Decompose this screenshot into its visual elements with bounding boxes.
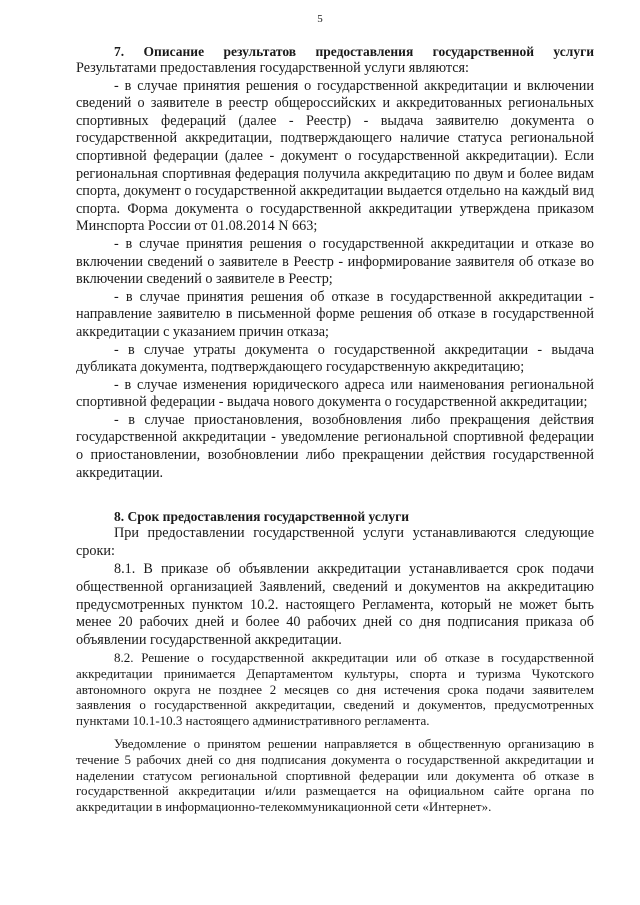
section-8 bbox=[76, 508, 594, 814]
section-7 bbox=[76, 43, 594, 482]
section-8-intro: При предоставлении государственной услуги устанавливаются следующие сроки: bbox=[76, 525, 594, 559]
section-7-item-1: - в случае принятия решения о государственной аккредитации и включении сведений о заявителе в реестр общероссийских и аккредитованных региональных спортивных федераций (далее - Реестр) - выдача заявителю документа о государственной аккредитации, подтверждающего наличие статуса региональной спортивной федерации (далее - документ о государственной аккредитации). Если региональная спортивная федерация получила аккредитацию по двум и более видам спорта, документ о государственной аккредитации выдается отдельно на каждый вид спорта. Форма документа о государственной аккредитации утверждена приказом Минспорта России от 01.08.2014 N 663; bbox=[76, 77, 594, 235]
section-8-notice: Уведомление о принятом решении направляется в общественную организацию в течение 5 рабочих дней со дня подписания документа о государственной аккредитации и наделении статусом региональной спортивной федерации или документа об отказе в государственной аккредитации и/или размещается на официальном сайте органа по аккредитации в информационно-телекоммуникационной сети «Интернет». bbox=[76, 736, 594, 814]
section-7-item-6: - в случае приостановления, возобновления либо прекращения действия государственной аккредитации - уведомление региональной спортивной федерации о приостановлении, возобновлении либо прекращении действия государственной аккредитации. bbox=[76, 411, 594, 481]
section-7-item-5: - в случае изменения юридического адреса или наименования региональной спортивной федерации - выдача нового документа о государственной аккредитации; bbox=[76, 376, 594, 411]
section-8-paragraph-8-2: 8.2. Решение о государственной аккредитации или об отказе в государственной аккредитации принимается Департаментом культуры, спорта и туризма Чукотского автономного округа не позднее 2 месяцев со дня истечения срока подачи заявителем заявления о государственной аккредитации, сведений и документов, предусмотренных пунктами 10.1-10.3 настоящего административного регламента. bbox=[76, 650, 594, 728]
page-number: 5 bbox=[317, 13, 323, 25]
section-7-heading: 7. Описание результатов предоставления государственной услуги bbox=[114, 44, 594, 59]
document-body bbox=[76, 43, 594, 814]
section-7-item-3: - в случае принятия решения об отказе в государственной аккредитации - направление заявителю в письменной форме решения об отказе в государственной аккредитации с указанием причин отказа; bbox=[76, 288, 594, 340]
section-7-intro: Результатами предоставления государственной услуги являются: bbox=[76, 60, 470, 76]
section-8-paragraph-8-1: 8.1. В приказе об объявлении аккредитации устанавливается срок подачи общественной организацией Заявлений, сведений и документов на аккредитацию предусмотренных пунктом 10.2. настоящего Регламента, который не может быть менее 20 рабочих дней и более 40 рабочих дней со дня подписания приказа об объявлении государственной аккредитации. bbox=[76, 561, 594, 648]
section-7-item-2: - в случае принятия решения о государственной аккредитации и отказе во включении сведений о заявителе в Реестр - информирование заявителя об отказе во включении сведений о заявителе в Реестр; bbox=[76, 235, 594, 288]
section-7-item-4: - в случае утраты документа о государственной аккредитации - выдача дубликата документа, подтверждающего государственную аккредитацию; bbox=[76, 341, 594, 376]
section-8-heading: 8. Срок предоставления государственной услуги bbox=[114, 509, 410, 525]
